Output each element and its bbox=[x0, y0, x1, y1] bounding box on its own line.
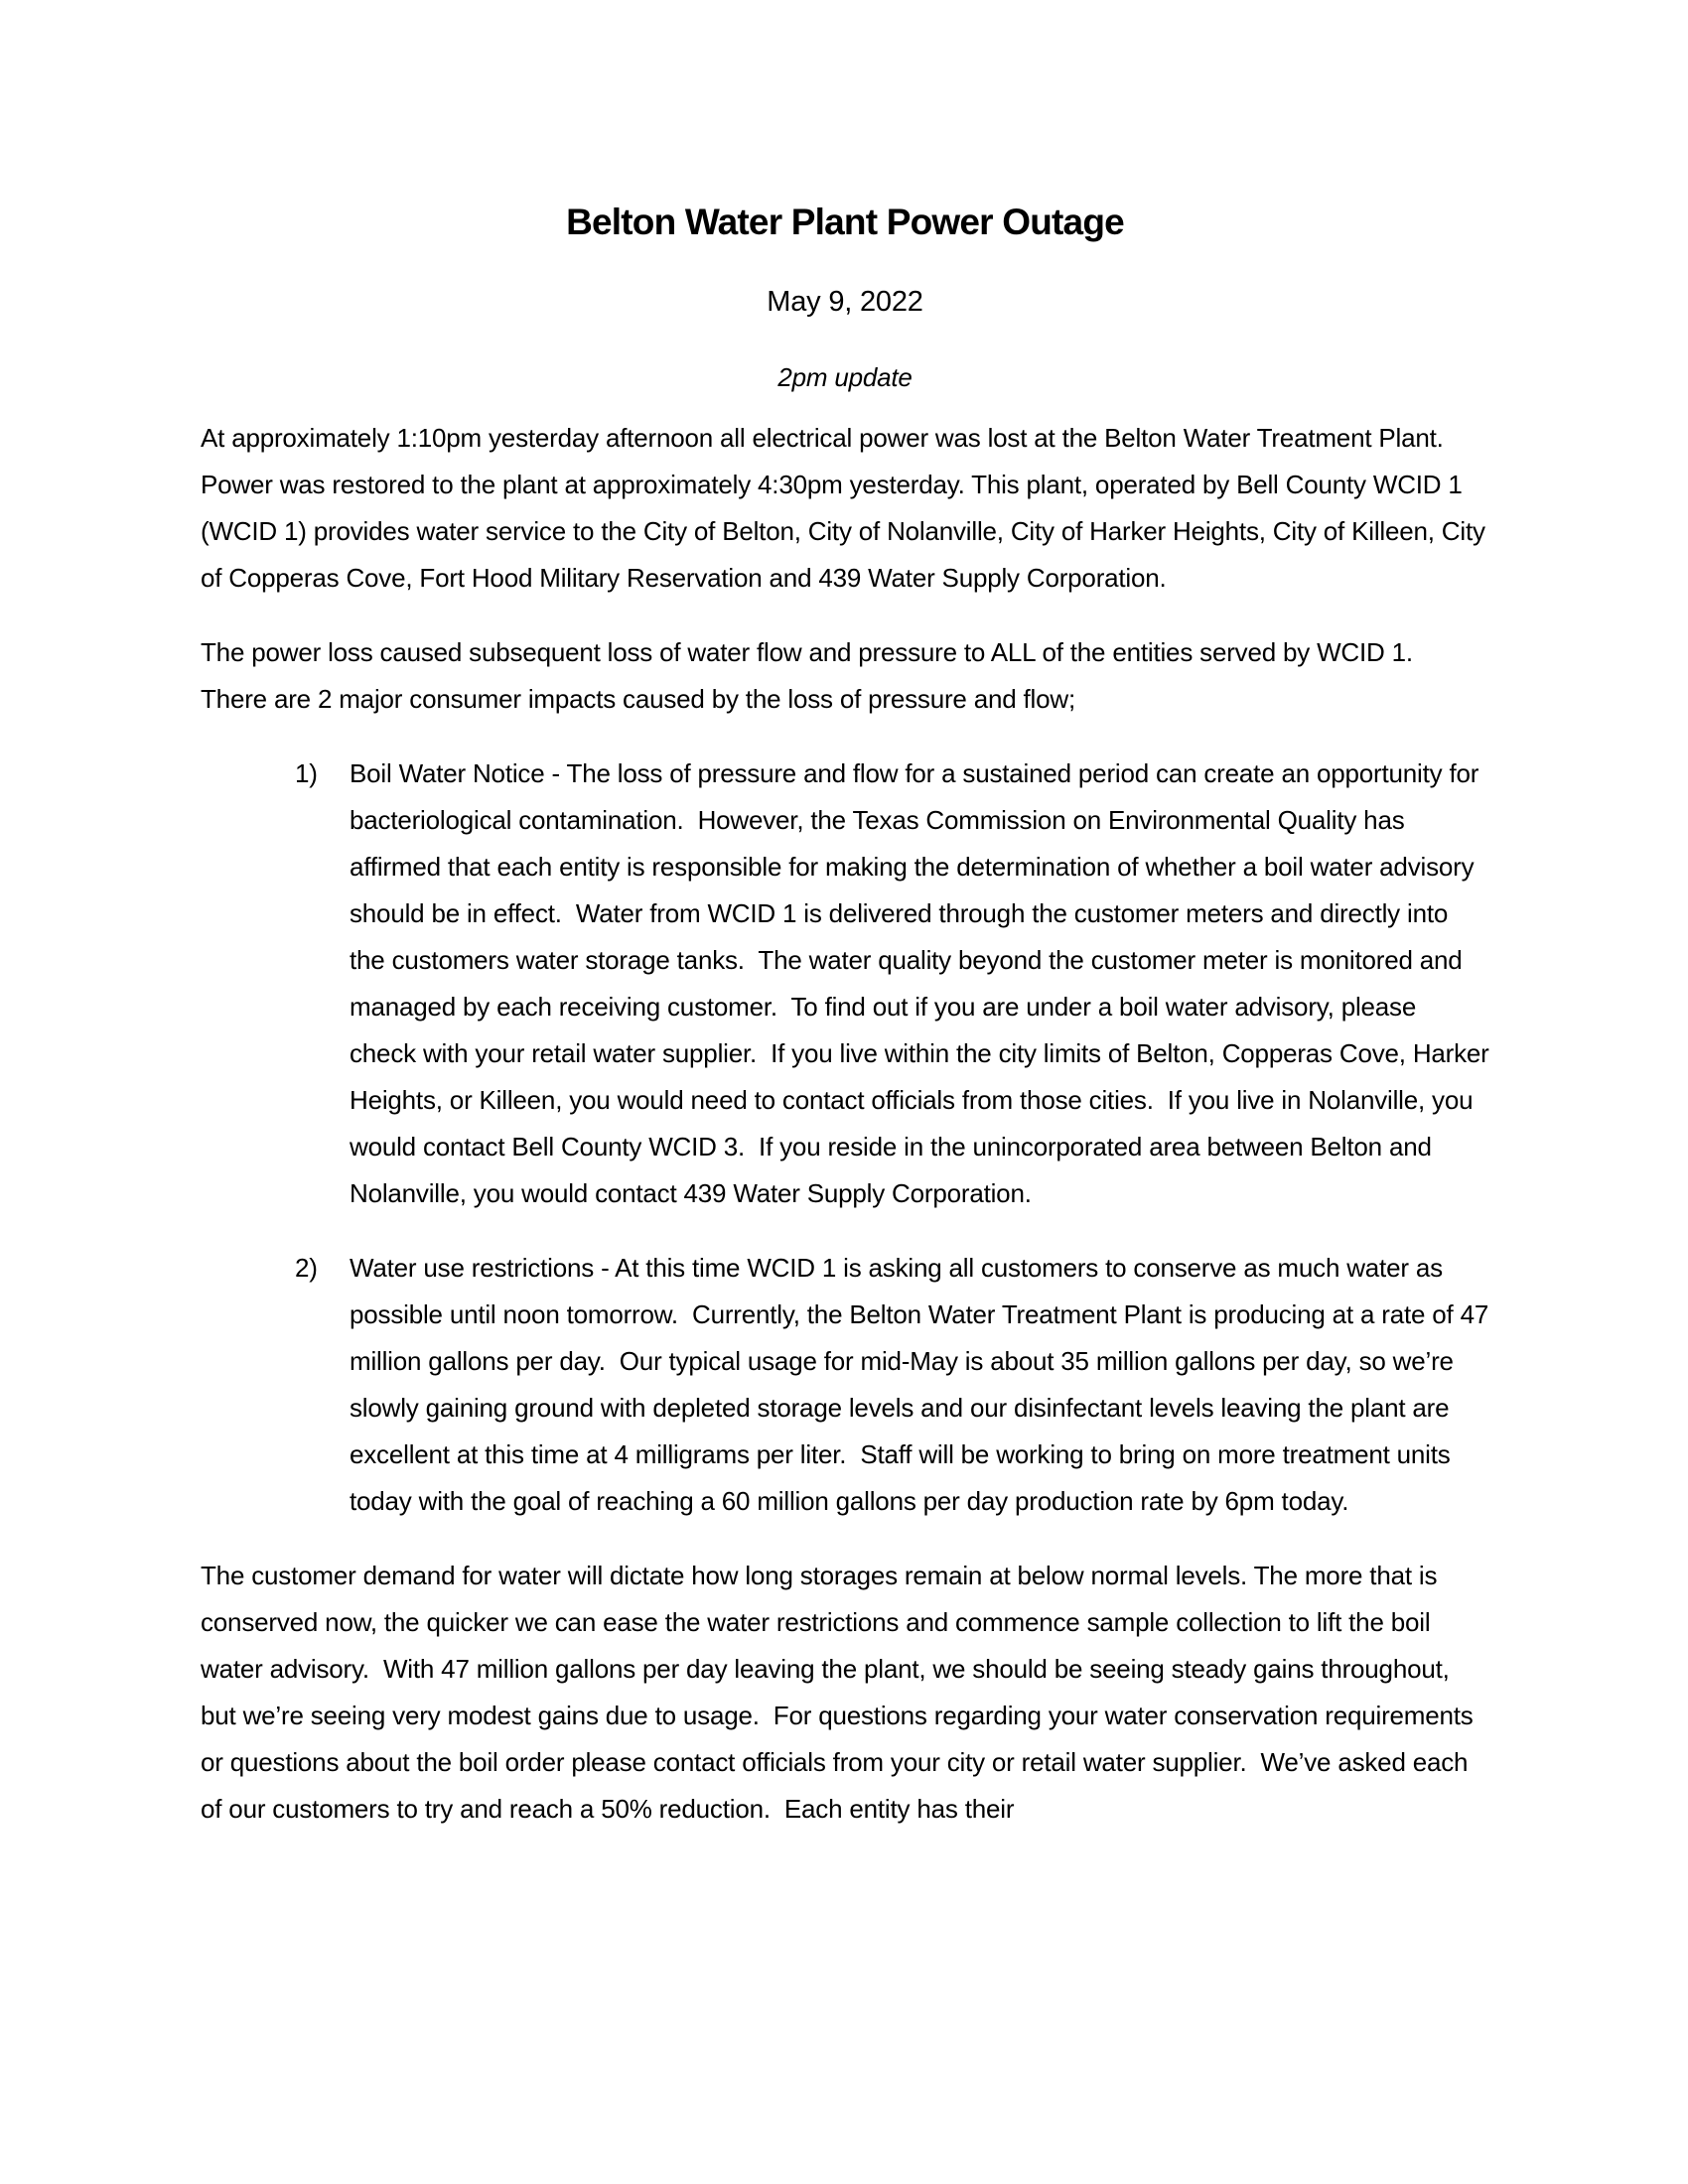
list-item-boil-water-notice bbox=[295, 751, 1496, 1217]
intro-paragraph: At approximately 1:10pm yesterday afternoon all electrical power was lost at the Belton Water Treatment Plant. Power was restored to the plant at approximately 4:30pm yesterday. This plant, operated by Bell County WCID 1 (WCID 1) provides water service to the City of Belton, City of Nolanville, City of Harker Heights, City of Killeen, City of Copperas Cove, Fort Hood Military Reservation and 439 Water Supply Corporation. bbox=[201, 423, 1492, 593]
update-timestamp-note: 2pm update bbox=[777, 362, 913, 392]
list-item-text: Boil Water Notice - The loss of pressure and flow for a sustained period can create an opportunity for bacteriological contamination. However, the Texas Commission on Environmental Quality has affirmed that each entity is responsible for making the determination of whether a boil water advisory should be in effect. Water from WCID 1 is delivered through the customer meters and directly into the customers water storage tanks. The water quality beyond the customer meter is monitored and managed by each receiving customer. To find out if you are under a boil water advisory, please check with your retail water supplier. If you live within the city limits of Belton, Copperas Cove, Harker Heights, or Killeen, you would need to contact officials from those cities. If you live in Nolanville, you would contact Bell County WCID 3. If you reside in the unincorporated area between Belton and Nolanville, you would contact 439 Water Supply Corporation. bbox=[350, 758, 1496, 1208]
impacts-intro-paragraph: The power loss caused subsequent loss of water flow and pressure to ALL of the entities served by WCID 1. There are 2 major consumer impacts caused by the loss of pressure and flow; bbox=[201, 637, 1427, 714]
list-marker: 2) bbox=[295, 1253, 318, 1283]
closing-paragraph: The customer demand for water will dictate how long storages remain at below normal levels. The more that is conserved now, the quicker we can ease the water restrictions and commence sample collection to lift the boil water advisory. With 47 million gallons per day leaving the plant, we should be seeing steady gains throughout, but we’re seeing very modest gains due to usage. For questions regarding your water conservation requirements or questions about the boil order please contact officials from your city or retail water supplier. We’ve asked each of our customers to try and reach a 50% reduction. Each entity has their bbox=[201, 1561, 1480, 1824]
document-title: Belton Water Plant Power Outage bbox=[566, 202, 1124, 242]
document-date: May 9, 2022 bbox=[767, 286, 923, 318]
list-item-text: Water use restrictions - At this time WCID 1 is asking all customers to conserve as much water as possible until noon tomorrow. Currently, the Belton Water Treatment Plant is producing at a rate of 47 million gallons per day. Our typical usage for mid-May is about 35 million gallons per day, so we’re slowly gaining ground with depleted storage levels and our disinfectant levels leaving the plant are excellent at this time at 4 milligrams per liter. Staff will be working to bring on more treatment units today with the goal of reaching a 60 million gallons per day production rate by 6pm today. bbox=[350, 1253, 1496, 1516]
list-item-water-use-restrictions bbox=[295, 1245, 1496, 1525]
list-marker: 1) bbox=[295, 758, 318, 788]
